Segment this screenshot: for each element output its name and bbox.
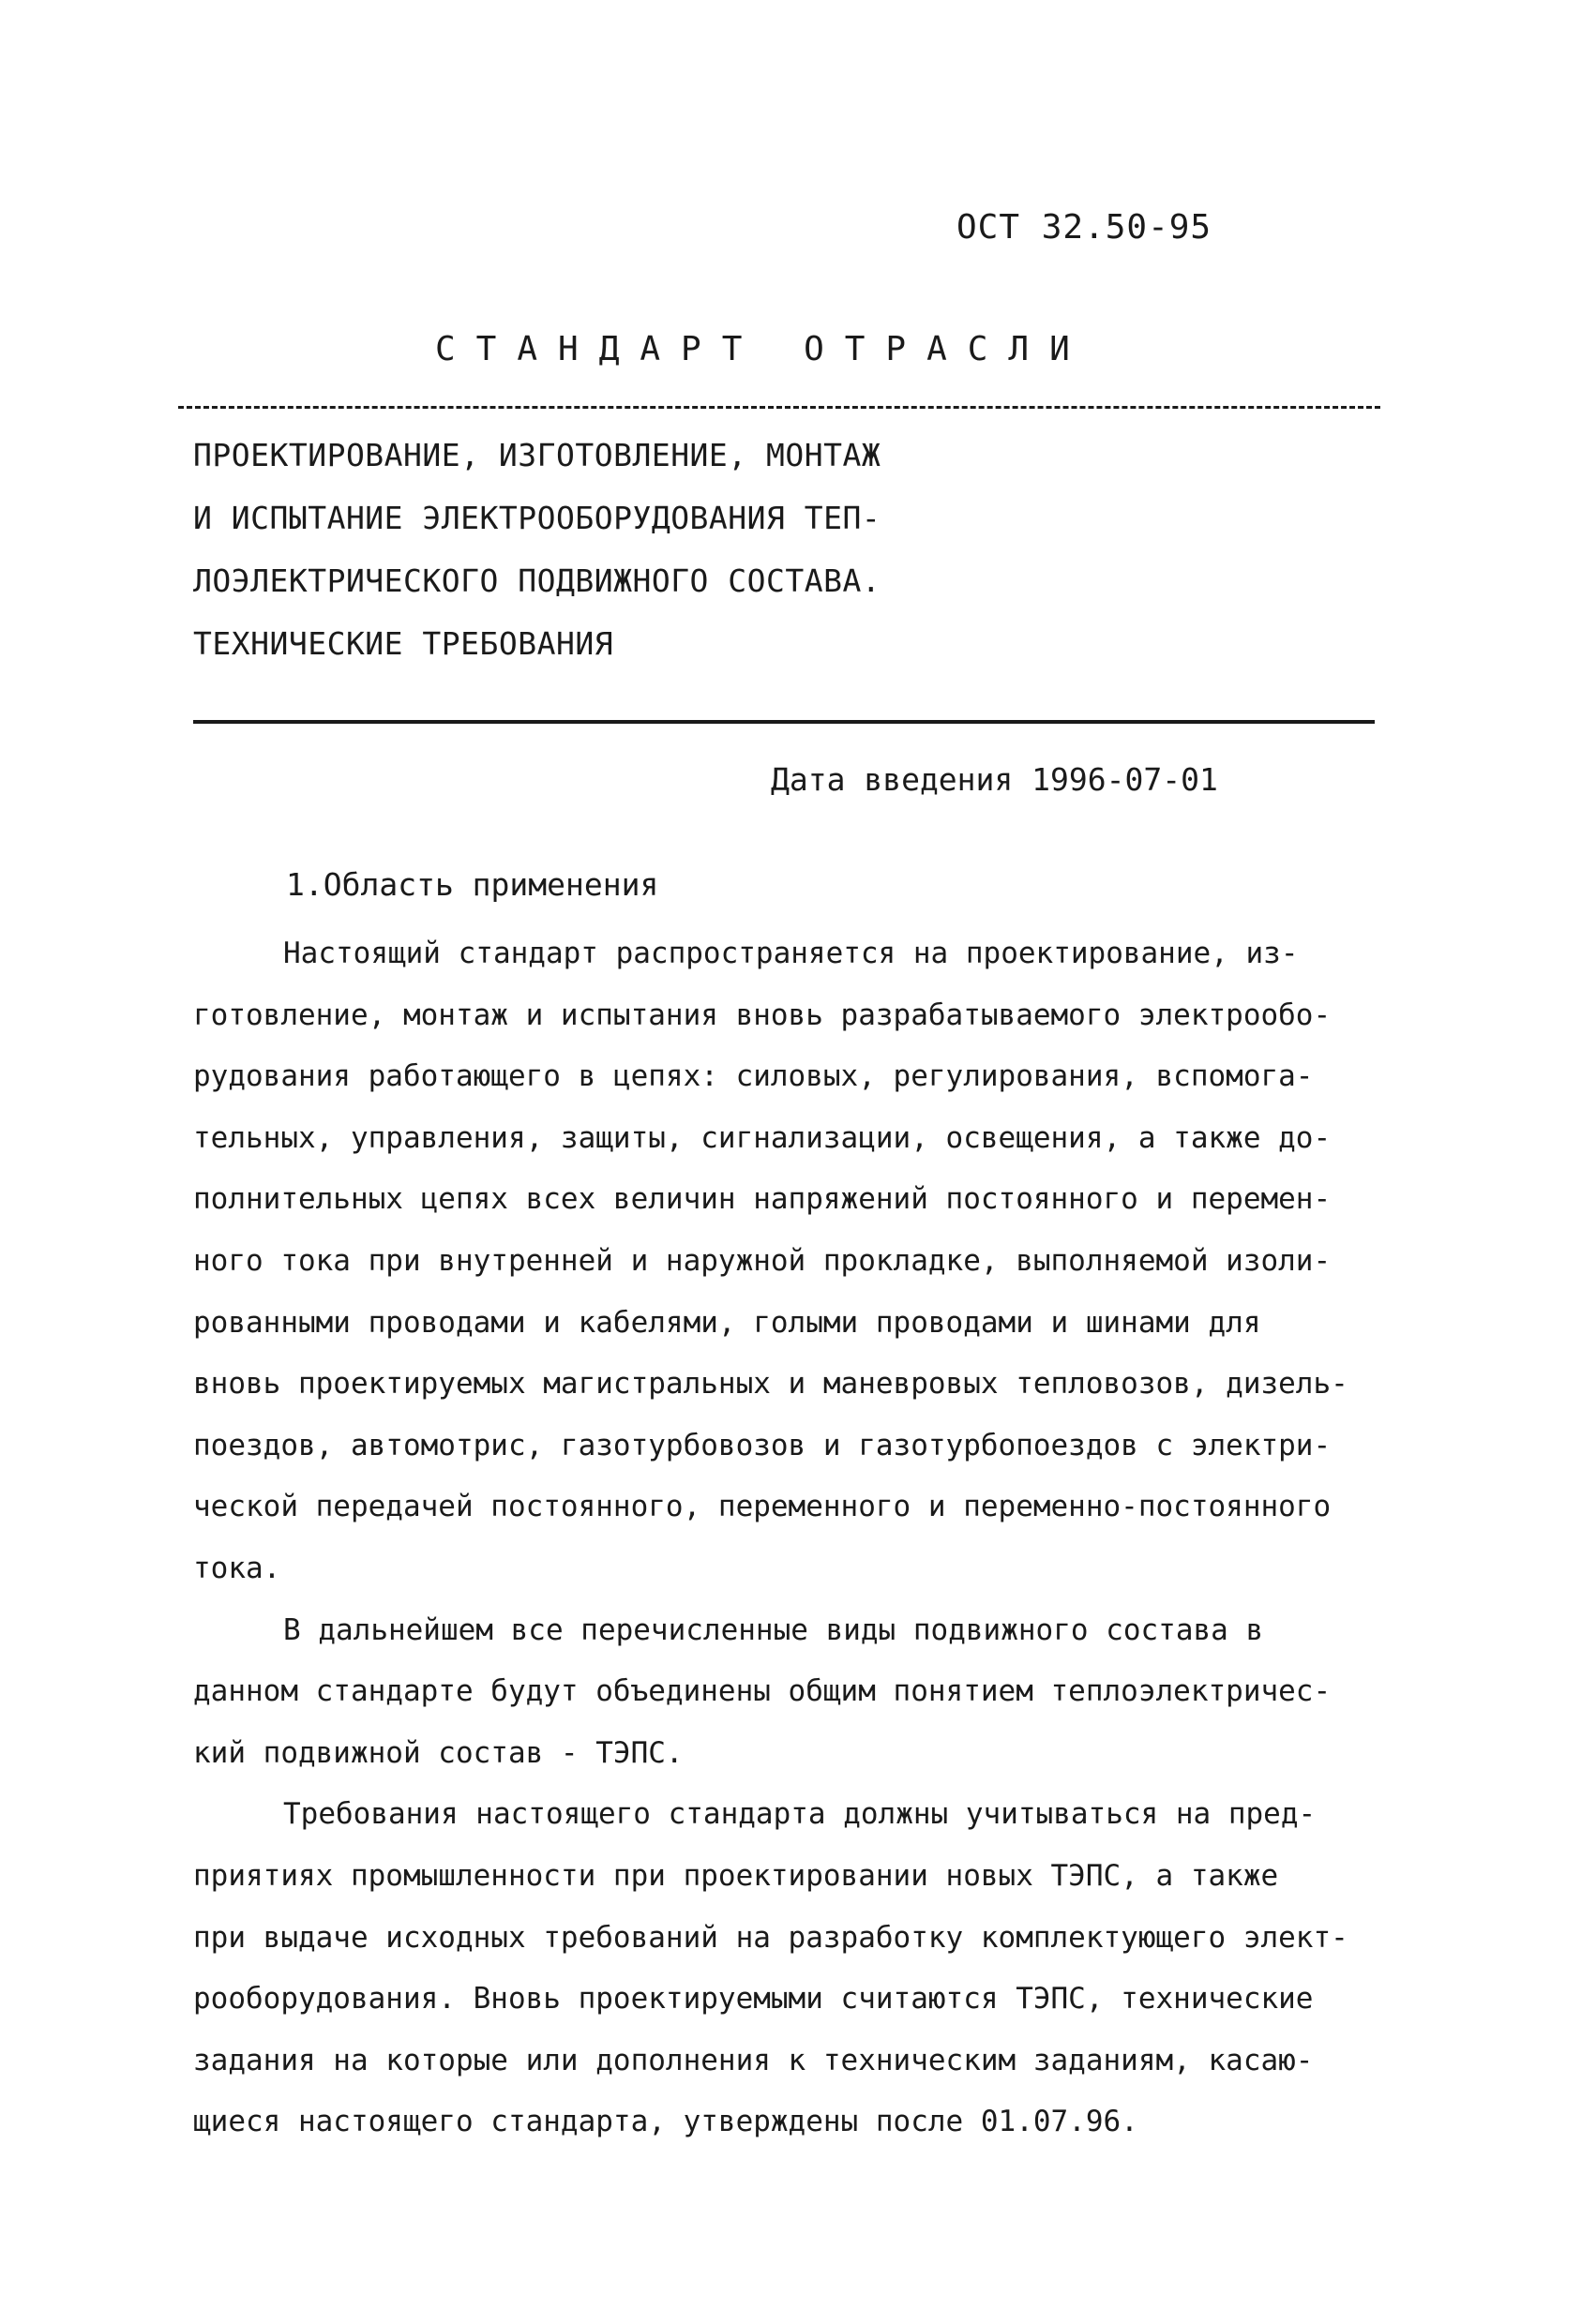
text-line: Требования настоящего стандарта должны учитываться на пред-	[283, 1797, 1317, 1832]
text-line: вновь проектируемых магистральных и маневровых тепловозов, дизель-	[193, 1367, 1348, 1402]
subject-line: И ИСПЫТАНИЕ ЭЛЕКТРООБОРУДОВАНИЯ ТЕП-	[193, 500, 881, 536]
text-line: кий подвижной состав - ТЭПС.	[193, 1735, 684, 1770]
text-line: приятиях промышленности при проектировании новых ТЭПС, а также	[193, 1858, 1279, 1893]
text-line: Настоящий стандарт распространяется на проектирование, из-	[283, 937, 1299, 970]
text-line: тока.	[193, 1551, 281, 1585]
text-line: задания на которые или дополнения к техническим заданиям, касаю-	[193, 2043, 1314, 2077]
text-line: рудования работающего в цепях: силовых, регулирования, вспомога-	[193, 1059, 1314, 1094]
text-line: поездов, автомотрис, газотурбовозов и газотурбопоездов с электри-	[193, 1428, 1332, 1462]
standard-header-title: СТАНДАРТ ОТРАСЛИ	[435, 330, 1091, 368]
text-line: рованными проводами и кабелями, голыми проводами и шинами для	[193, 1305, 1261, 1340]
standard-number: ОСТ 32.50-95	[956, 208, 1212, 247]
text-line: полнительных цепях всех величин напряжений постоянного и перемен-	[193, 1182, 1332, 1217]
body-text	[193, 923, 1440, 2153]
text-line: рооборудования. Вновь проектируемыми считаются ТЭПС, технические	[193, 1982, 1314, 2017]
text-line: тельных, управления, защиты, сигнализации, освещения, а также до-	[193, 1120, 1332, 1155]
text-line: при выдаче исходных требований на разработку комплектующего элект-	[193, 1920, 1348, 1955]
introduction-date: Дата введения 1996-07-01	[771, 761, 1218, 798]
subject-line: ТЕХНИЧЕСКИЕ ТРЕБОВАНИЯ	[193, 625, 614, 662]
dashed-divider	[178, 406, 1380, 409]
subject-line: ПРОЕКТИРОВАНИЕ, ИЗГОТОВЛЕНИЕ, МОНТАЖ	[193, 437, 881, 473]
subject-line: ЛОЭЛЕКТРИЧЕСКОГО ПОДВИЖНОГО СОСТАВА.	[193, 562, 881, 599]
text-line: готовление, монтаж и испытания вновь разрабатываемого электрообо-	[193, 997, 1332, 1032]
text-line: ного тока при внутренней и наружной прокладке, выполняемой изоли-	[193, 1243, 1332, 1278]
solid-divider	[193, 720, 1375, 724]
text-line: В дальнейшем все перечисленные виды подвижного состава в	[283, 1612, 1264, 1647]
text-line: щиеся настоящего стандарта, утверждены после 01.07.96.	[193, 2105, 1138, 2139]
text-line: ческой передачей постоянного, переменного и переменно-постоянного	[193, 1490, 1332, 1524]
standard-subject	[193, 424, 1225, 675]
section-heading: 1.Область применения	[286, 866, 659, 903]
text-line: данном стандарте будут объединены общим понятием теплоэлектричес-	[193, 1674, 1332, 1709]
